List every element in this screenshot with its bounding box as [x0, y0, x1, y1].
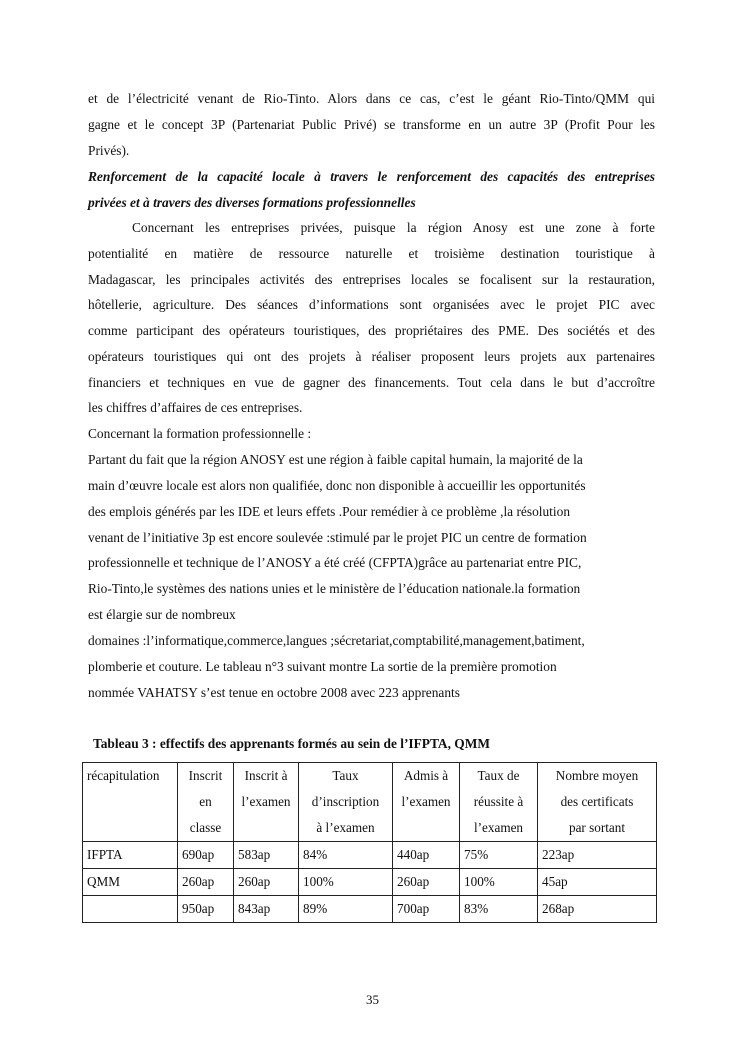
table-cell: IFPTA [83, 842, 178, 869]
header-text: Inscrit à [244, 768, 288, 783]
table-cell: 583ap [234, 842, 299, 869]
header-text: classe [189, 820, 222, 835]
table-cell: 260ap [178, 869, 234, 896]
header-text: Admis à [403, 768, 449, 783]
paragraph-line: Madagascar, les principales activités des entreprises locales se focalisent sur la restauration, [88, 272, 655, 287]
table-cell: 223ap [538, 842, 657, 869]
paragraph-line: et de l’électricité venant de Rio-Tinto. Alors dans ce cas, c’est le géant Rio-Tinto/QMM qui [88, 91, 655, 106]
table-cell: 690ap [178, 842, 234, 869]
table-cell: 100% [299, 869, 393, 896]
paragraph-line: est élargie sur de nombreux [88, 607, 236, 622]
header-text: à l’examen [316, 820, 375, 835]
table-row [83, 869, 657, 896]
header-cell [234, 763, 299, 842]
data-table [82, 762, 657, 923]
section-heading: Renforcement de la capacité locale à travers le renforcement des capacités des entreprises [88, 169, 655, 184]
header-text: l’examen [473, 820, 524, 835]
paragraph-line: potentialité en matière de ressource naturelle et troisième destination touristique à [88, 246, 655, 261]
header-text: Inscrit [188, 768, 223, 783]
table-cell: 260ap [393, 869, 460, 896]
table-cell: 84% [299, 842, 393, 869]
table-cell: 950ap [178, 896, 234, 923]
paragraph-line: professionnelle et technique de l’ANOSY a été créé (CFPTA)grâce au partenariat entre PIC, [88, 555, 582, 570]
table-row [83, 842, 657, 869]
paragraph-line: opérateurs touristiques qui ont des projets à réaliser proposent leurs projets aux partenaires [88, 349, 655, 364]
paragraph-line: plomberie et couture. Le tableau n°3 suivant montre La sortie de la première promotion [88, 659, 557, 674]
header-text: l’examen [401, 794, 451, 809]
header-text: des certificats [560, 794, 634, 809]
table-cell: 83% [460, 896, 538, 923]
header-text: d’inscription [311, 794, 380, 809]
header-text: Taux [332, 768, 359, 783]
paragraph-line: gagne et le concept 3P (Partenariat Public Privé) se transforme en un autre 3P (Profit Pour les [88, 117, 655, 132]
table-cell: 260ap [234, 869, 299, 896]
paragraph-line: venant de l’initiative 3p est encore soulevée :stimulé par le projet PIC un centre de formation [88, 530, 587, 545]
table-header-row [83, 763, 657, 842]
paragraph-line: financiers et techniques en vue de gagner des financements. Tout cela dans le but d’accroître [88, 375, 655, 390]
header-text: l’examen [241, 794, 291, 809]
paragraph-line: comme participant des opérateurs touristiques, des propriétaires des PME. Des sociétés et des [88, 323, 655, 338]
header-text: Nombre moyen [555, 768, 639, 783]
table-cell: 89% [299, 896, 393, 923]
header-text: réussite à [473, 794, 524, 809]
table-cell: QMM [83, 869, 178, 896]
table-cell: 100% [460, 869, 538, 896]
paragraph-line: Partant du fait que la région ANOSY est une région à faible capital humain, la majorité de la [88, 452, 583, 467]
header-cell [178, 763, 234, 842]
paragraph-line: nommée VAHATSY s’est tenue en octobre 2008 avec 223 apprenants [88, 685, 460, 700]
table-cell: 45ap [538, 869, 657, 896]
table-cell: 75% [460, 842, 538, 869]
paragraph-line: Concernant les entreprises privées, puisque la région Anosy est une zone à forte [132, 220, 655, 235]
header-cell [299, 763, 393, 842]
paragraph-line: les chiffres d’affaires de ces entreprises. [88, 400, 303, 415]
paragraph-line: main d’œuvre locale est alors non qualifiée, donc non disponible à accueillir les opportunités [88, 478, 586, 493]
paragraph-line: des emplois générés par les IDE et leurs effets .Pour remédier à ce problème ,la résolution [88, 504, 571, 519]
header-cell [460, 763, 538, 842]
paragraph-line: hôtellerie, agriculture. Des séances d’informations sont organisées avec le projet PIC avec [88, 297, 655, 312]
section-heading: privées et à travers des diverses formations professionnelles [88, 195, 416, 210]
header-cell [393, 763, 460, 842]
table-cell: 843ap [234, 896, 299, 923]
paragraph-line: domaines :l’informatique,commerce,langues ;sécretariat,comptabilité,management,batiment, [88, 633, 585, 648]
header-cell [83, 763, 178, 842]
header-text: par sortant [568, 820, 626, 835]
paragraph-line: Concernant la formation professionnelle : [88, 426, 312, 441]
page-number: 35 [366, 992, 379, 1007]
table-cell: 700ap [393, 896, 460, 923]
table-cell [83, 896, 178, 923]
paragraph-line: Privés). [88, 143, 130, 158]
table-cell: 268ap [538, 896, 657, 923]
header-text: récapitulation [87, 768, 160, 783]
header-text: Taux de [477, 768, 520, 783]
table-cell: 440ap [393, 842, 460, 869]
header-text: en [199, 794, 212, 809]
header-cell [538, 763, 657, 842]
paragraph-line: Rio-Tinto,le systèmes des nations unies et le ministère de l’éducation nationale.la formation [88, 581, 581, 596]
table-row [83, 896, 657, 923]
table-caption: Tableau 3 : effectifs des apprenants formés au sein de l’IFPTA, QMM [93, 736, 490, 751]
